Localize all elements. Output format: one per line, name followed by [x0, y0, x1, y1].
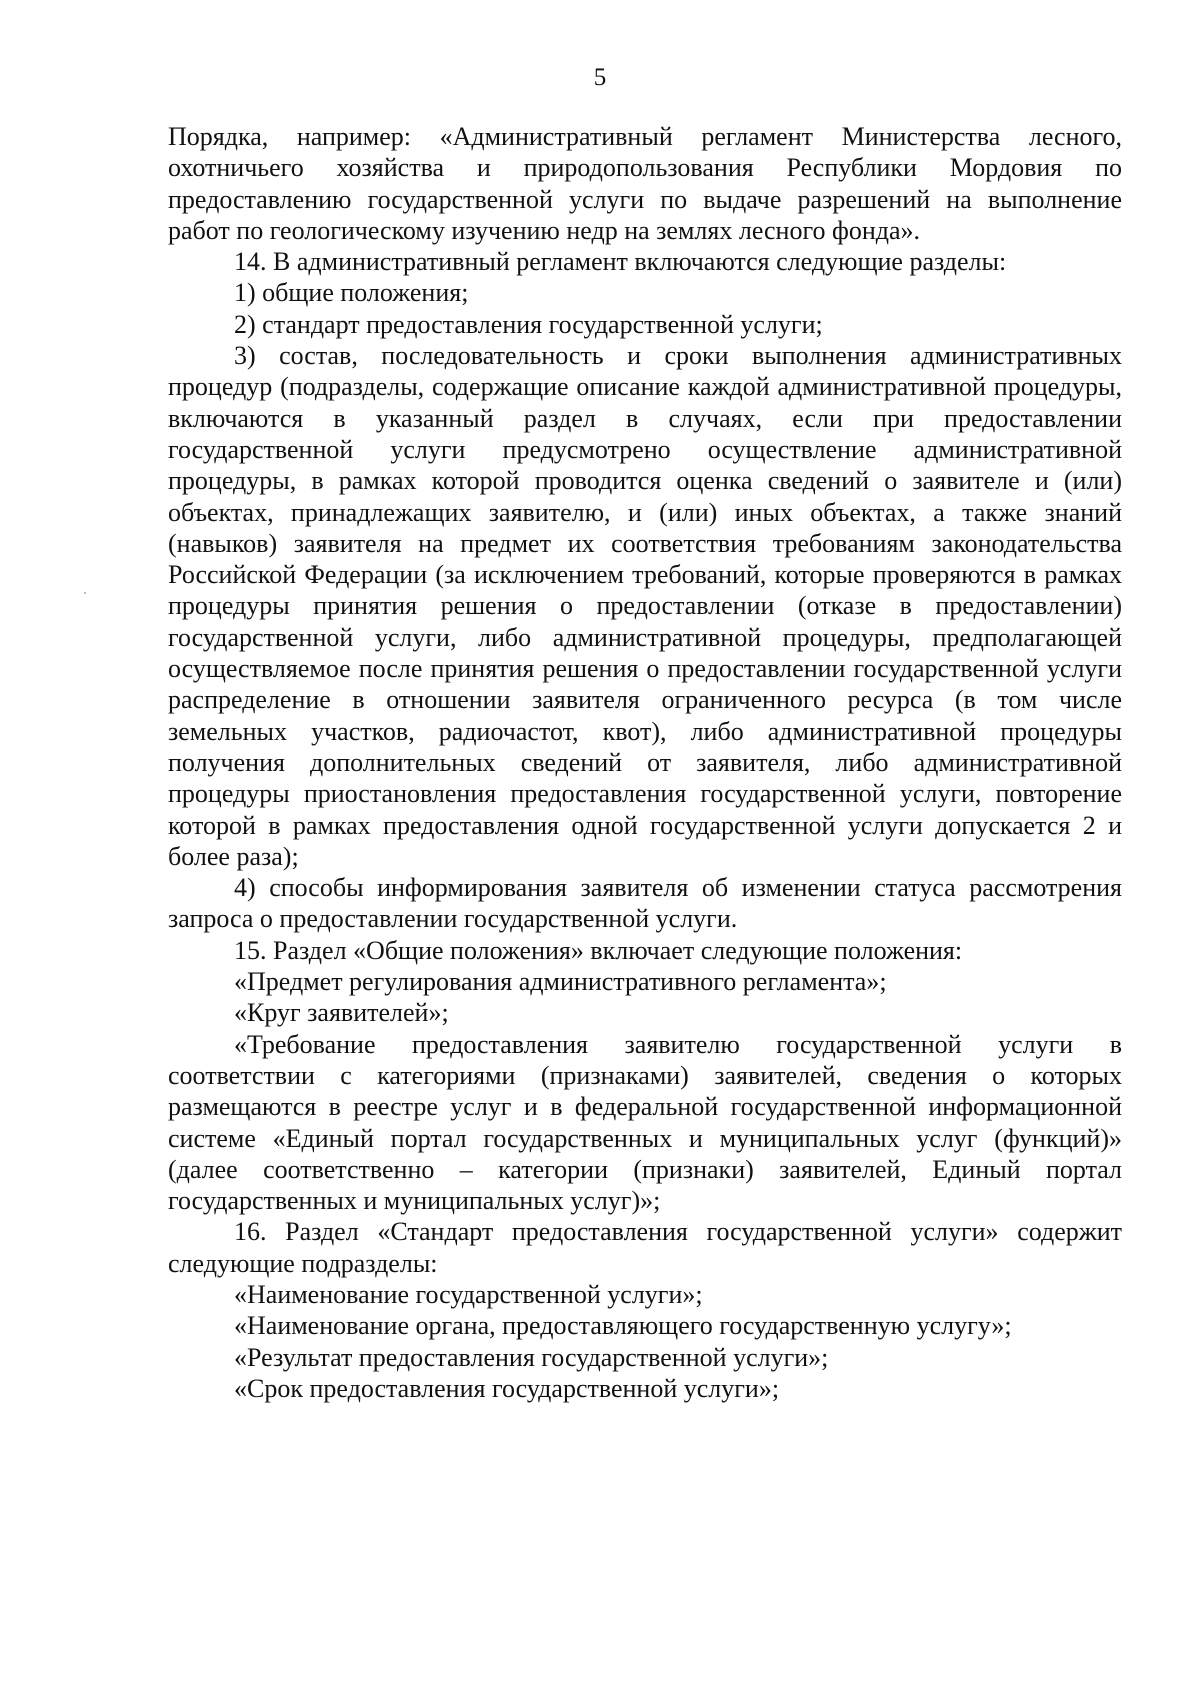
page-number: 5: [593, 64, 607, 91]
list-item-15-applicants: «Круг заявителей»;: [234, 998, 449, 1028]
document-body: [168, 121, 1122, 1404]
paragraph-intro: Порядка, например: «Административный регламент Министерства лесного, охотничьего хозяйства и природопользования Республики Мордовия по предоставлению государственной услуги по выдаче разрешений на выполнение работ по геологическому изучению недр на землях лесного фонда».: [168, 122, 1122, 245]
list-item-14-3: 3) состав, последовательность и сроки выполнения административных процедур (подразделы, содержащие описание каждой административной процедуры, включаются в указанный раздел в случаях, если при предоставлении государственной услуги предусмотрено осуществление административной процедуры, в рамках которой проводится оценка сведений о заявителе и (или) объектах, принадлежащих заявителю, и (или) иных объектах, а также знаний (навыков) заявителя на предмет их соответствия требованиям законодательства Российской Федерации (за исключением требований, которые проверяются в рамках процедуры принятия решения о предоставлении (отказе в предоставлении) государственной услуги, либо административной процедуры, предполагающей осуществляемое после принятия решения о предоставлении государственной услуги распределение в отношении заявителя ограниченного ресурса (в том числе земельных участков, радиочастот, квот), либо административной процедуры получения дополнительных сведений от заявителя, либо административной процедуры приостановления предоставления государственной услуги, повторение которой в рамках предоставления одной государственной услуги допускается 2 и более раза);: [168, 341, 1122, 871]
scan-speck: [84, 592, 86, 594]
list-item-15-requirement: «Требование предоставления заявителю государственной услуги в соответствии с категориями (признаками) заявителей, сведения о которых размещаются в реестре услуг и в федеральной государственной информационной системе «Единый портал государственных и муниципальных услуг (функций)» (далее соответственно – категории (признаки) заявителей, Единый портал государственных и муниципальных услуг)»;: [168, 1029, 1122, 1216]
list-item-15-subject: «Предмет регулирования административного регламента»;: [234, 967, 887, 997]
list-item-16-service-name: «Наименование государственной услуги»;: [234, 1279, 703, 1309]
paragraph-15: 15. Раздел «Общие положения» включает следующие положения:: [234, 935, 963, 965]
paragraph-16: 16. Раздел «Стандарт предоставления государственной услуги» содержит следующие подразделы:: [168, 1217, 1122, 1278]
list-item-16-term: «Срок предоставления государственной услуги»;: [234, 1373, 780, 1403]
list-item-14-2: 2) стандарт предоставления государственной услуги;: [234, 309, 823, 339]
paragraph-14: 14. В административный регламент включаются следующие разделы:: [234, 247, 1007, 277]
list-item-14-1: 1) общие положения;: [234, 278, 469, 308]
list-item-16-result: «Результат предоставления государственной услуги»;: [234, 1342, 829, 1372]
list-item-16-authority-name: «Наименование органа, предоставляющего государственную услугу»;: [234, 1311, 1012, 1341]
list-item-14-4: 4) способы информирования заявителя об изменении статуса рассмотрения запроса о предоставлении государственной услуги.: [168, 873, 1122, 934]
